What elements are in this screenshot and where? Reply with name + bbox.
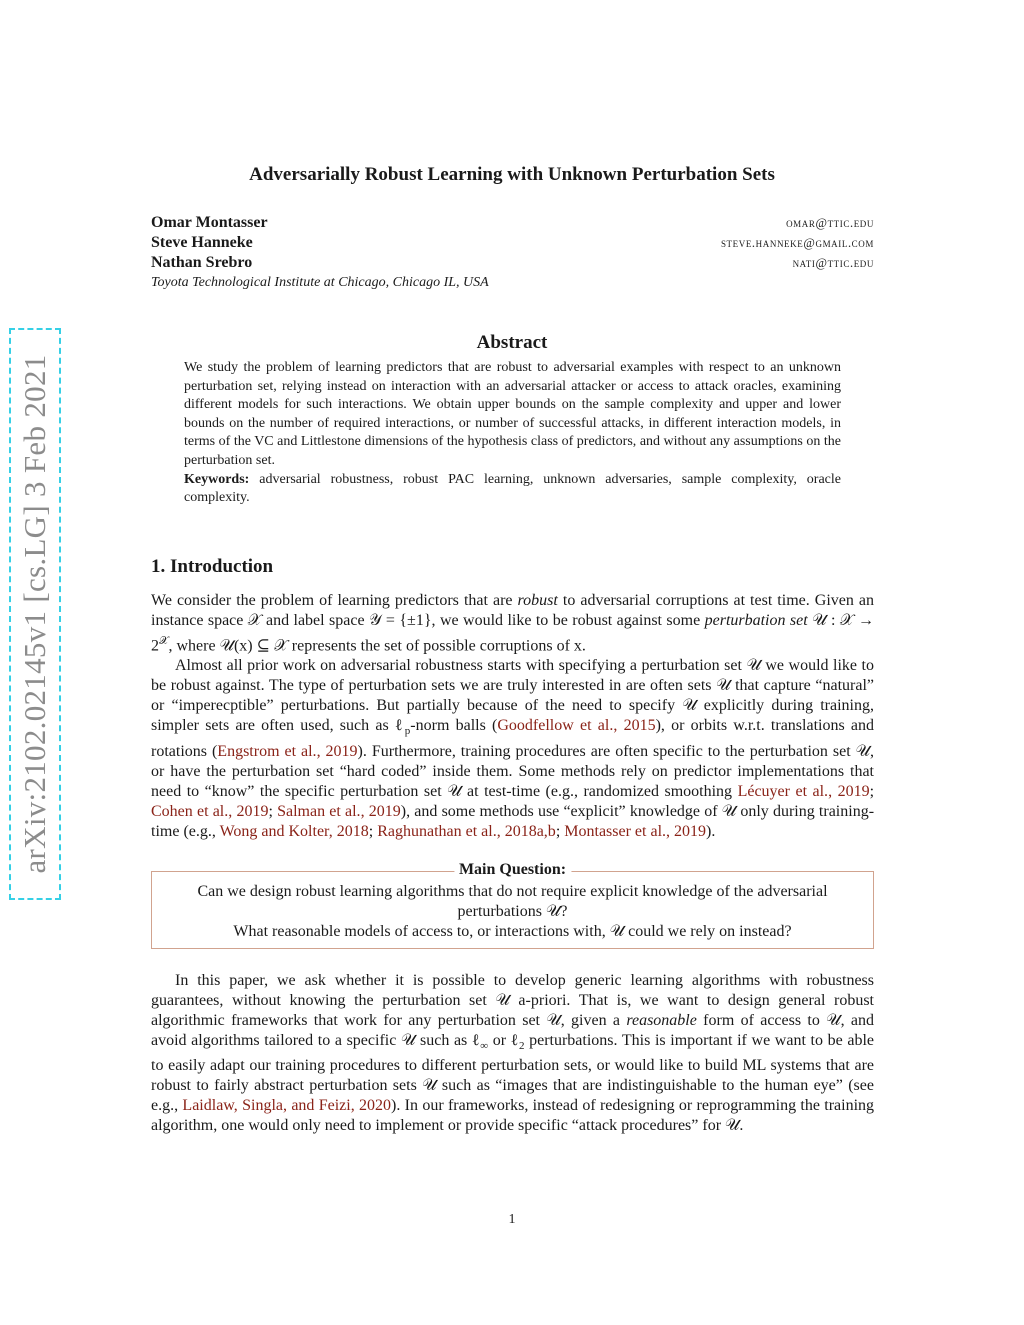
body-paragraph-3 — [151, 971, 874, 1136]
author-row — [151, 234, 874, 254]
intro-paragraph-1: We consider the problem of learning predictors that are robust to adversarial corruptions at test time. Given an instance space 𝒳 and label space 𝒴 = {±1}, we would like to be robust against some perturbation set 𝒰 : 𝒳 → $2^𝒳$, where 𝒰(x) ⊆ 𝒳 represents the set of possible corruptions of x. — [151, 592, 874, 655]
page-number: 1 — [508, 1212, 516, 1227]
introduction-text — [151, 591, 874, 842]
affiliation: Toyota Technological Institute at Chicago, Chicago IL, USA — [151, 275, 489, 290]
author-email[interactable]: nati@ttic.edu — [792, 256, 874, 270]
main-question-label: Main Question: — [454, 861, 571, 879]
paper-title: Adversarially Robust Learning with Unknown Perturbation Sets — [249, 164, 775, 185]
intro-paragraph-2: Almost all prior work on adversarial robustness starts with specifying a perturbation set 𝒰 we would like to be robust against. The type of perturbation sets we are truly interested in are often sets 𝒰 that capture “natural” or “imperecptible” perturbations. But partially because of the need to specify 𝒰 explicitly during training, simpler sets are often used, such as ℓ$_p$-norm balls (Goodfellow et al., 2015), or orbits w.r.t. translations and rotations (Engstrom et al., 2019). Furthermore, training procedures are often specific to the perturbation set 𝒰, or have the perturbation set “hard coded” inside them. Some methods rely on predictor implementations that need to “know” the specific perturbation set 𝒰 at test-time (e.g., randomized smoothing Lécuyer et al., 2019; Cohen et al., 2019; Salman et al., 2019), and some methods use “explicit” knowledge of 𝒰 only during training-time (e.g., Wong and Kolter, 2018; Raghunathan et al., 2018a,b; Montasser et al., 2019). — [151, 657, 875, 840]
main-question-line: What reasonable models of access to, or interactions with, 𝒰 could we rely on instead? — [233, 923, 792, 940]
abstract-heading: Abstract — [476, 332, 548, 353]
paragraph-text: In this paper, we ask whether it is possible to develop generic learning algorithms with robustness guarantees, without knowing the perturbation set 𝒰 a-priori. That is, we want to design general robust algorithmic frameworks that work for any perturbation set 𝒰, given a reasonable form of access to 𝒰, and avoid algorithms tailored to a specific 𝒰 such as ℓ$_\infty$ or ℓ$_2$ perturbations. This is important if we want to be able to easily adapt our training procedures to different perturbation sets, or would like to build ML systems that are robust to fairly abstract perturbation sets 𝒰 such as “images that are indistinguishable to the human eye” (see e.g., Laidlaw, Singla, and Feizi, 2020). In our frameworks, instead of redesigning or reprogramming the training algorithm, one would only need to implement or provide specific “attack procedures” for 𝒰. — [151, 972, 875, 1135]
author-email[interactable]: omar@ttic.edu — [786, 216, 874, 230]
citation-link[interactable]: Salman et al., 2019 — [277, 802, 401, 820]
author-name: Steve Hanneke — [151, 234, 253, 251]
abstract-text: We study the problem of learning predictors that are robust to adversarial examples with respect to an unknown perturbation set, relying instead on interaction with an adversarial attacker or access to attack oracles, examining different models for such interactions. We obtain upper bounds on the sample complexity and upper and lower bounds on the number of required interactions, or number of successful attacks, in different interaction models, in terms of the VC and Littlestone dimensions of the hypothesis class of predictors, and without any assumptions on the perturbation set. — [184, 360, 841, 468]
main-question-body — [192, 882, 833, 942]
arxiv-stamp-text: arXiv:2102.02145v1 [cs.LG] 3 Feb 2021 — [17, 354, 52, 874]
main-question-line: Can we design robust learning algorithms that do not require explicit knowledge of the adversarial perturbations 𝒰? — [197, 883, 828, 920]
author-name: Nathan Srebro — [151, 254, 253, 271]
section-heading-introduction: 1. Introduction — [151, 556, 274, 577]
author-email[interactable]: steve.hanneke@gmail.com — [720, 236, 874, 250]
main-question-box — [151, 861, 874, 949]
author-row — [151, 254, 874, 274]
citation-link[interactable]: Lécuyer et al., 2019 — [737, 782, 870, 800]
keywords-label: Keywords: — [184, 471, 250, 487]
author-block — [151, 214, 874, 291]
author-row — [151, 214, 874, 234]
arxiv-stamp — [9, 328, 61, 900]
abstract-body — [184, 359, 841, 508]
citation-link[interactable]: Montasser et al., 2019 — [564, 822, 707, 840]
citation-link[interactable]: Laidlaw, Singla, and Feizi, 2020 — [182, 1097, 392, 1115]
keywords-line — [184, 471, 841, 508]
citation-link[interactable]: Cohen et al., 2019 — [151, 802, 269, 820]
citation-link[interactable]: Engstrom et al., 2019 — [217, 742, 358, 760]
citation-link[interactable]: Raghunathan et al., 2018a,b — [377, 822, 556, 840]
citation-link[interactable]: Goodfellow et al., 2015 — [497, 717, 656, 735]
keywords-text: adversarial robustness, robust PAC learning, unknown adversaries, sample complexity, oracle complexity. — [184, 471, 841, 506]
author-name: Omar Montasser — [151, 214, 268, 231]
citation-link[interactable]: Wong and Kolter, 2018 — [219, 822, 369, 840]
